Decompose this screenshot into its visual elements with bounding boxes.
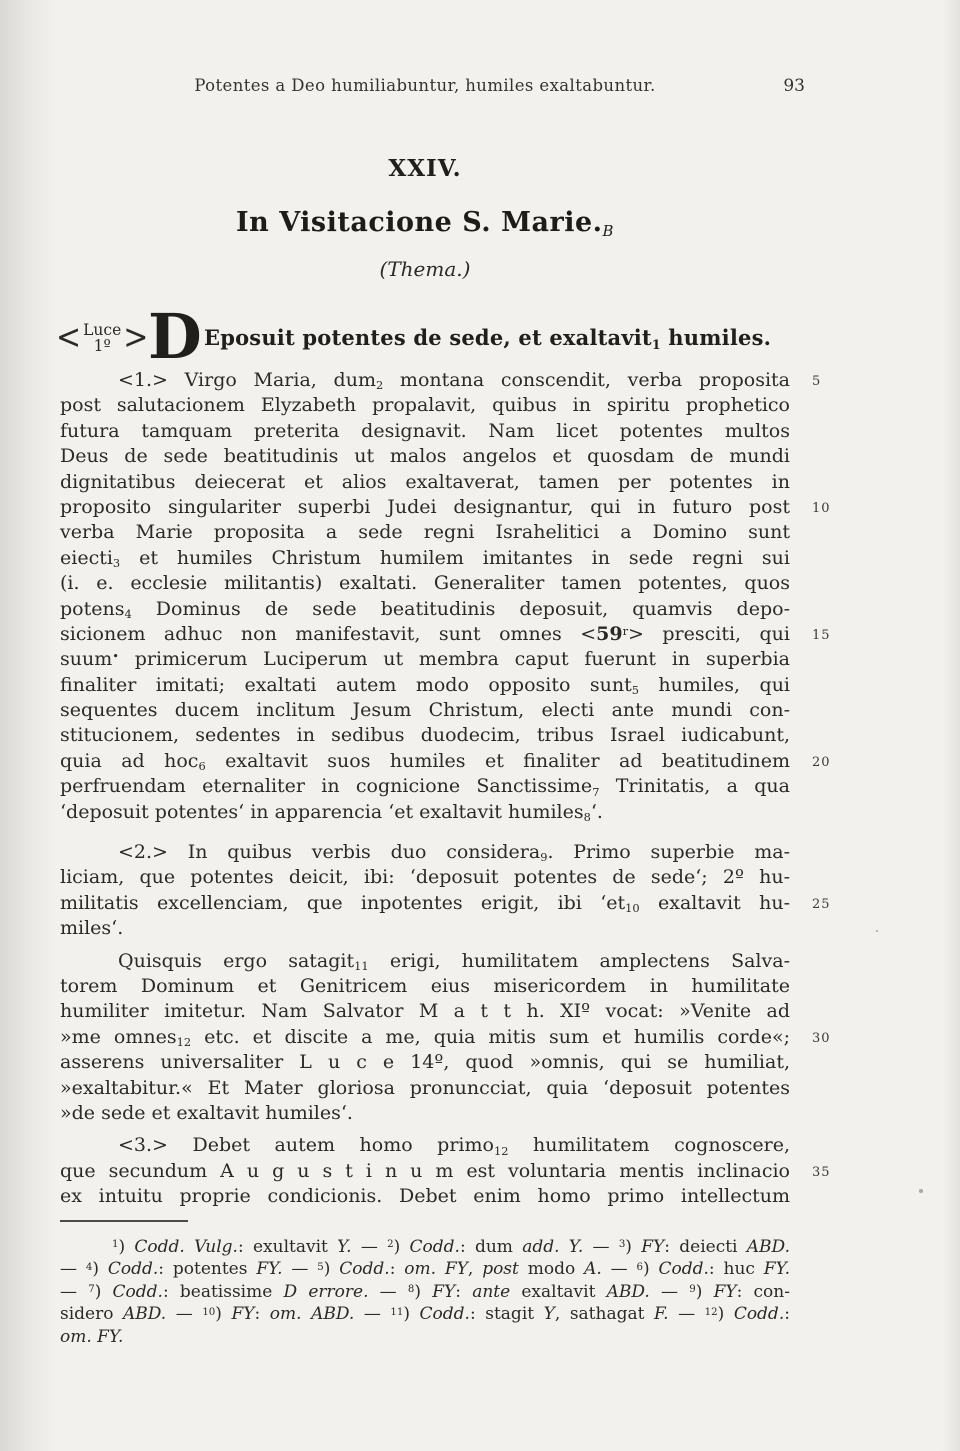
text-line-content: ex intuitu proprie condicionis. Debet enim homo primo intellectum [60, 1185, 790, 1208]
text-line [60, 673, 790, 698]
footnote-line: — $^4$) Codd.: potentes FY. — $^5$) Codd.: om. FY, post modo A. — $^6$) Codd.: huc FY. [60, 1259, 791, 1280]
text-line [60, 1101, 790, 1126]
text-line-content: <1.> Virgo Maria, dum$_2$ montana conscendit, verba proposita [118, 369, 790, 393]
text-line [60, 571, 790, 596]
margin-line-number: 20 [812, 754, 831, 770]
text-line-content: quia ad hoc$_6$ exaltavit suos humiles et finaliter ad beatitudinem [60, 749, 790, 774]
text-line-content: torem Dominum et Genitricem eius misericordem in humilitate [60, 974, 790, 997]
margin-line-number: 35 [812, 1164, 831, 1180]
running-title: Potentes a Deo humiliabuntur, humiles exaltabuntur. [194, 76, 656, 95]
text-line-content: Quisquis ergo satagit$_{11}$ erigi, humilitatem amplectens Salva- [118, 949, 790, 973]
text-line [60, 891, 831, 916]
text-line [60, 444, 790, 469]
page-number: 93 [783, 76, 805, 96]
text-line [60, 368, 822, 393]
margin-line-number: 30 [812, 1030, 831, 1046]
text-line [60, 393, 790, 418]
text-line-content: (i. e. ecclesie militantis) exaltati. Generaliter tamen potentes, quos [60, 572, 790, 595]
manuscript-witness-mark: B [602, 222, 614, 241]
text-line [60, 647, 790, 672]
text-line-content: proposito singulariter superbi Judei designantur, qui in futuro post [60, 495, 790, 518]
text-line [60, 698, 790, 723]
text-line-content: ‘deposuit potentes‘ in apparencia ‘et exaltavit humiles$_8$‘. [60, 800, 603, 825]
text-line [60, 1159, 831, 1184]
text-line [60, 974, 790, 999]
text-line-content: humiliter imitetur. Nam Salvator M a t t h. XIº vocat: »Venite ad [60, 1000, 790, 1023]
thema-label: (Thema.) [379, 257, 471, 281]
text-line [60, 949, 790, 974]
text-line [60, 1025, 831, 1050]
text-line [60, 774, 790, 799]
margin-citation-luce [56, 317, 149, 358]
text-line-content: verba Marie proposita a sede regni Israhelitici a Domino sunt [60, 521, 790, 544]
text-line [60, 1076, 790, 1101]
text-line [60, 622, 831, 647]
text-line [60, 800, 790, 825]
text-line [60, 999, 790, 1024]
text-line [60, 723, 790, 748]
footnote-separator-rule [60, 1220, 188, 1222]
text-line [60, 470, 790, 495]
citation-book: Luce [83, 321, 122, 339]
text-line-content: dignitatibus deiecerat et alios exaltaverat, tamen per potentes in [60, 470, 790, 493]
text-line [60, 520, 790, 545]
text-line-content: post salutacionem Elyzabeth propalavit, quibus in spiritu prophetico [60, 394, 790, 417]
apparatus-footnotes [60, 1236, 790, 1348]
text-line [60, 1133, 790, 1158]
text-line [60, 495, 831, 520]
text-line-content: stitucionem, sedentes in sedibus duodecim, tribus Israel iudicabunt, [60, 724, 790, 747]
text-line-content: asserens universaliter L u c e 14º, quod »omnis, qui se humiliat, [60, 1051, 790, 1074]
text-line-content: sicionem adhuc non manifestavit, sunt omnes $<59^r>$ presciti, qui [60, 622, 790, 645]
scan-speck [876, 930, 878, 932]
text-line-content: potens$_4$ Dominus de sede beatitudinis deposuit, quamvis depo- [60, 597, 790, 621]
text-line-content: miles‘. [60, 917, 124, 940]
footnote-line: $^1$) Codd. Vulg.: exultavit Y. — $^2$) Codd.: dum add. Y. — $^3$) FY: deiecti ABD. [112, 1237, 790, 1257]
margin-line-number: 5 [812, 374, 822, 389]
footnote-line: om. FY. [60, 1326, 124, 1347]
footnote-line: — $^7$) Codd.: beatissime D errore. — $^8$) FY: ante exaltavit ABD. — $^9$) FY: con- [60, 1281, 790, 1302]
citation-chapter: 1º [93, 337, 111, 356]
text-line-content: militatis excellenciam, que inpotentes erigit, ibi ‘$et_{10}$ exaltavit hu- [60, 891, 790, 916]
margin-line-number: 15 [812, 627, 831, 643]
drop-cap-initial: D [148, 300, 202, 373]
margin-line-number: 25 [812, 896, 831, 912]
margin-line-number: 10 [812, 500, 831, 516]
text-line-content: finaliter imitati; exaltati autem modo opposito sunt$_5$ humiles, qui [60, 673, 791, 698]
paragraph [60, 840, 831, 942]
scan-speck [919, 1189, 923, 1193]
text-line [60, 597, 790, 622]
text-line [60, 749, 831, 774]
text-line-content: futura tamquam preterita designavit. Nam licet potentes multos [60, 419, 790, 442]
text-line [60, 1184, 790, 1209]
angle-bracket-open: < [56, 317, 82, 358]
citation-stack [83, 322, 121, 355]
sermon-title [60, 207, 790, 241]
incipit-line: Eposuit potentes de sede, et exaltavit$_1$ humiles. [204, 325, 772, 352]
text-line-content: Deus de sede beatitudinis ut malos angelos et quosdam de mundi [60, 445, 790, 468]
text-line-content: suum• primicerum Luciperum ut membra caput fuerunt in superbia [60, 648, 790, 671]
section-number: XXIV. [388, 155, 462, 182]
text-line-content: liciam, que potentes deicit, ibi: ‘deposuit potentes de sede‘; 2º hu- [60, 866, 790, 889]
paragraph [60, 1133, 831, 1209]
text-line [60, 1050, 790, 1075]
footnote-line: sidero ABD. — $^{10}$) FY: om. ABD. — $^{11}$) Codd.: stagit Y, sathagat F. — $^{12}$) Codd.: [60, 1304, 790, 1325]
text-line [60, 840, 790, 865]
text-line-content: perfruendam eternaliter in cognicione Sanctissime$_7$ Trinitatis, a qua [60, 775, 790, 799]
text-line-content: <3.> Debet autem homo primo$_{12}$ humilitatem cognoscere, [118, 1134, 790, 1158]
text-line [60, 419, 790, 444]
angle-bracket-close: > [123, 317, 149, 358]
text-line [60, 916, 790, 941]
text-line-content: que secundum A u g u s t i n u m est voluntaria mentis inclinacio [60, 1159, 790, 1182]
text-line [60, 865, 790, 890]
text-line-content: <2.> In quibus verbis duo considera$_9$. Primo superbie ma- [118, 841, 790, 865]
sermon-title-text: In Visitacione S. Marie. [236, 207, 603, 238]
text-line-content: sequentes ducem inclitum Jesum Christum, electi ante mundi con- [60, 699, 790, 722]
text-line-content: eiecti$_3$ et humiles Christum humilem imitantes in sede regni sui [60, 546, 790, 571]
text-line-content: »me omnes$_{12}$ etc. et discite a me, quia mitis sum et humilis corde«; [60, 1025, 790, 1050]
paragraph [60, 368, 831, 825]
text-line-content: »exaltabitur.« Et Mater gloriosa pronuncciat, quia ‘deposuit potentes [60, 1076, 790, 1099]
text-line [60, 546, 790, 571]
sermon-body [60, 368, 831, 1210]
paragraph [60, 949, 831, 1127]
text-line-content: »de sede et exaltavit humiles‘. [60, 1101, 353, 1124]
